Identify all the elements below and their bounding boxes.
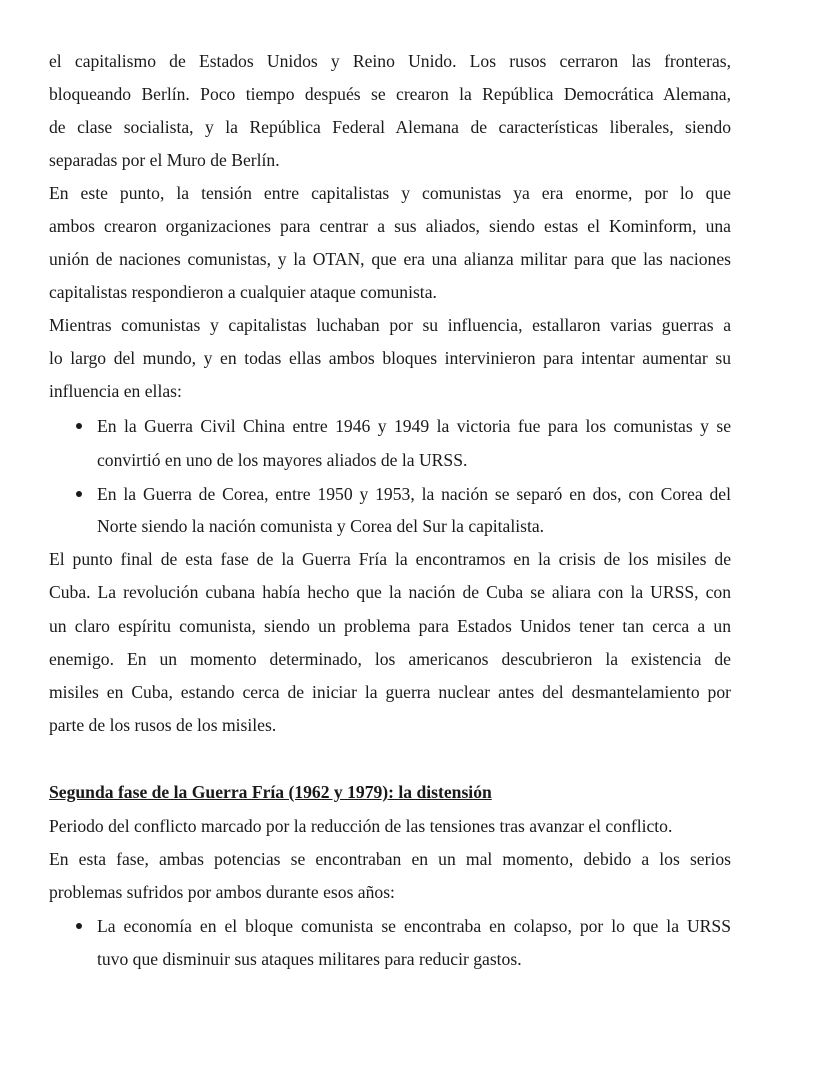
paragraph-line: Cuba. La revolución cubana había hecho que la nación de Cuba se aliara con la URSS, con: [49, 582, 731, 602]
paragraph-line: bloqueando Berlín. Poco tiempo después se crearon la República Democrática Alemana,: [49, 84, 731, 104]
paragraph-line: unión de naciones comunistas, y la OTAN, que era una alianza militar para que las naciones: [49, 249, 731, 269]
paragraph-line: Periodo del conflicto marcado por la reducción de las tensiones tras avanzar el conflicto.: [49, 816, 673, 836]
bullet-icon: [76, 491, 82, 497]
paragraph-line: enemigo. En un momento determinado, los americanos descubrieron la existencia de: [49, 649, 731, 669]
section-heading: Segunda fase de la Guerra Fría (1962 y 1979): la distensión: [49, 782, 492, 802]
paragraph-line: influencia en ellas:: [49, 381, 182, 401]
paragraph-line: lo largo del mundo, y en todas ellas ambos bloques intervinieron para intentar aumentar su: [49, 348, 731, 368]
paragraph-line: el capitalismo de Estados Unidos y Reino Unido. Los rusos cerraron las fronteras,: [49, 51, 731, 71]
bullet-icon: [76, 423, 82, 429]
bullet-item-line: La economía en el bloque comunista se encontraba en colapso, por lo que la URSS: [97, 916, 731, 936]
paragraph-line: misiles en Cuba, estando cerca de iniciar la guerra nuclear antes del desmantelamiento por: [49, 682, 731, 702]
bullet-item-line: Norte siendo la nación comunista y Corea del Sur la capitalista.: [97, 516, 545, 536]
paragraph-line: ambos crearon organizaciones para centrar a sus aliados, siendo estas el Kominform, una: [49, 216, 731, 236]
paragraph-line: parte de los rusos de los misiles.: [49, 715, 277, 735]
paragraph-line: problemas sufridos por ambos durante esos años:: [49, 882, 395, 902]
paragraph-line: separadas por el Muro de Berlín.: [49, 150, 280, 170]
bullet-item-line: En la Guerra Civil China entre 1946 y 1949 la victoria fue para los comunistas y se: [97, 416, 731, 436]
paragraph-line: de clase socialista, y la República Federal Alemana de características liberales, siendo: [49, 117, 731, 137]
paragraph-line: El punto final de esta fase de la Guerra Fría la encontramos en la crisis de los misiles de: [49, 549, 731, 569]
paragraph-line: En este punto, la tensión entre capitalistas y comunistas ya era enorme, por lo que: [49, 183, 731, 203]
bullet-item-line: convirtió en uno de los mayores aliados de la URSS.: [97, 450, 468, 470]
paragraph-line: un claro espíritu comunista, siendo un problema para Estados Unidos tener tan cerca a un: [49, 616, 731, 636]
paragraph-line: En esta fase, ambas potencias se encontraban en un mal momento, debido a los serios: [49, 849, 731, 869]
paragraph-line: capitalistas respondieron a cualquier ataque comunista.: [49, 282, 437, 302]
bullet-item-line: En la Guerra de Corea, entre 1950 y 1953, la nación se separó en dos, con Corea del: [97, 484, 731, 504]
paragraph-line: Mientras comunistas y capitalistas luchaban por su influencia, estallaron varias guerras a: [49, 315, 731, 335]
bullet-icon: [76, 923, 82, 929]
bullet-item-line: tuvo que disminuir sus ataques militares para reducir gastos.: [97, 949, 522, 969]
